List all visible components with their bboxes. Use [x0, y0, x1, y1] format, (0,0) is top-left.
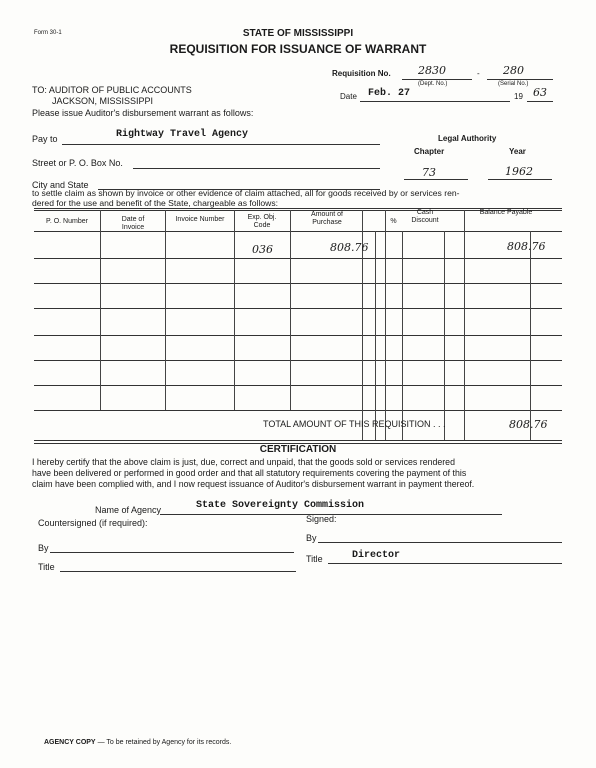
footer-note — [44, 739, 231, 746]
header-date-of-invoice: Date of Invoice — [121, 216, 145, 231]
agency-label: Name of Agency — [95, 505, 162, 515]
header-percent: % — [390, 218, 397, 225]
date-year-suffix: 63 — [533, 86, 547, 99]
header-po-number: P. O. Number — [46, 218, 88, 225]
settle-line-2: dered for the use and benefit of the State, chargeable as follows: — [32, 198, 279, 208]
certification-line-1: I hereby certify that the above claim is just, due, correct and unpaid, that the goods sold or services rendered — [32, 457, 455, 467]
total-label: TOTAL AMOUNT OF THIS REQUISITION . . . — [263, 419, 446, 429]
header-cash-discount: Cash Discount — [411, 209, 439, 224]
dept-number: 2830 — [418, 64, 446, 77]
page-title: REQUISITION FOR ISSUANCE OF WARRANT — [169, 42, 427, 56]
payee-name: Rightway Travel Agency — [116, 129, 249, 140]
chapter-label: Chapter — [414, 147, 445, 156]
serial-caption: (Serial No.) — [498, 81, 529, 87]
balance-value: 808.76 — [507, 240, 546, 253]
signer-title-value: Director — [352, 550, 401, 561]
exp-code-value: 036 — [252, 243, 273, 256]
year-label: Year — [509, 147, 526, 156]
certification-line-3: claim have been complied with, and I now request issuance of Auditor's disbursement warrant in payment thereof. — [32, 479, 475, 489]
pay-to-label: Pay to — [32, 134, 58, 144]
instruction-text: Please issue Auditor's disbursement warrant as follows: — [32, 108, 254, 118]
certification-heading: CERTIFICATION — [259, 444, 337, 455]
street-label: Street or P. O. Box No. — [32, 158, 123, 168]
certification-line-2: have been delivered or performed in good order and that all statutory requirements covering the payment of this — [32, 468, 467, 478]
form-number: Form 30-1 — [34, 30, 62, 36]
to-line-2: JACKSON, MISSISSIPPI — [52, 96, 154, 106]
amount-value: 808.76 — [330, 241, 369, 254]
footer-text: — To be retained by Agency for its records. — [97, 739, 232, 746]
header-exp-obj-code: Exp. Obj. Code — [247, 214, 277, 229]
state-heading: STATE OF MISSISSIPPI — [242, 28, 354, 39]
year-value: 1962 — [505, 165, 533, 178]
header-balance-payable: Balance Payable — [479, 209, 533, 216]
requisition-label: Requisition No. — [332, 69, 391, 78]
signed-title-label: Title — [306, 554, 323, 564]
settle-line-1: to settle claim as shown by invoice or other evidence of claim attached, all for goods received by or services ren- — [32, 188, 460, 198]
date-label: Date — [340, 92, 357, 101]
dept-caption: (Dept. No.) — [418, 81, 448, 87]
signed-label: Signed: — [306, 514, 337, 524]
city-state-label: City and State — [32, 180, 89, 190]
countersign-by-label: By — [38, 543, 49, 553]
requisition-dash: - — [477, 69, 480, 78]
footer-bold: AGENCY COPY — [44, 739, 96, 746]
to-line-1: TO: AUDITOR OF PUBLIC ACCOUNTS — [32, 85, 192, 95]
agency-value: State Sovereignty Commission — [196, 500, 365, 511]
serial-number: 280 — [503, 64, 524, 77]
countersigned-label: Countersigned (if required): — [38, 518, 148, 528]
total-value: 808.76 — [509, 418, 548, 431]
countersign-title-label: Title — [38, 562, 55, 572]
chapter-value: 73 — [422, 166, 436, 179]
signed-by-label: By — [306, 533, 317, 543]
date-year-prefix: 19 — [514, 92, 523, 101]
date-value: Feb. 27 — [368, 88, 411, 99]
header-invoice-number: Invoice Number — [175, 216, 225, 223]
legal-authority-heading: Legal Authority — [438, 134, 497, 143]
header-amount-of-purchase: Amount of Purchase — [311, 211, 343, 226]
